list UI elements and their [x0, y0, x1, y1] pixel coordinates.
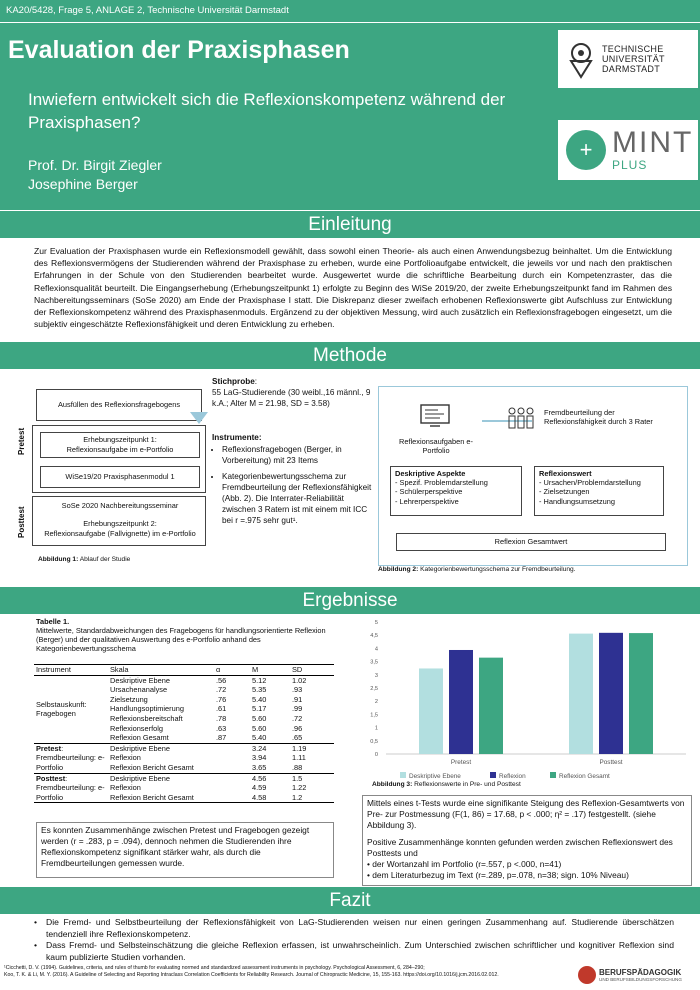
mint-logo-sub: PLUS	[612, 158, 648, 172]
ttest-results: Mittels eines t-Tests wurde eine signifikante Steigung des Reflexion-Gesamtwerts von Pre- zur Postmessung (F(1, 86) = 17.68, p < .000; η² = .17) festgestellt. (siehe Abbildung 3). Positive Zusammenhänge konnten gefunden werden zwischen Reflexionswert des Posttests und • der Wortanzahl im Portfolio (r=.557, p <.000, n=41) • dem Literaturbezug im Text (r=.289, p=.078, n=38; sign. 10% Niveau)	[362, 795, 692, 886]
table-cell: .88	[292, 762, 303, 772]
table-cell: Handlungsoptimierung	[110, 704, 184, 714]
mint-plus-icon: +	[566, 130, 606, 170]
table-cell: 5.12	[252, 675, 267, 685]
table-cell: 5.17	[252, 704, 267, 714]
y-tick-label: 1	[374, 725, 378, 732]
section-title-methode: Methode	[0, 342, 700, 369]
table-cell: Ursachenanalyse	[110, 685, 168, 695]
table-cell: 3.24	[252, 743, 267, 753]
y-tick-label: 2,5	[370, 686, 378, 692]
fazit-point-2: Dass Fremd- und Selbsteinschätzung die gleiche Reflexion erfassen, ist unwahrscheinlich. Zum Unterschied zwischen schriftlicher und kognitiver Reflexion sind kaum publizierte Studien vorhanden.	[46, 940, 674, 962]
divider	[0, 22, 700, 23]
flow-box-ezp1: Erhebungszeitpunkt 1: Reflexionsaufgabe im e-Portfolio	[40, 432, 200, 458]
table-cell: 1.2	[292, 792, 303, 802]
table-cell: Zielsetzung	[110, 694, 148, 704]
table-cell	[214, 783, 250, 793]
table-cell: Deskriptive Ebene	[110, 675, 170, 685]
pretest-label: Pretest	[17, 427, 26, 455]
legend-label: Reflexion Gesamt	[559, 773, 610, 780]
tu-logo-text: TECHNISCHE UNIVERSITÄT DARMSTADT	[602, 44, 665, 74]
table-cell: 1.5	[292, 773, 303, 783]
flow-box-sose: SoSe 2020 Nachbereitungsseminar	[40, 499, 200, 513]
table-cell: 4.59	[252, 783, 267, 793]
berufspaedagogik-logo: BERUFSPÄDAGOGIK UND BERUFSBILDUNGSFORSCHUNG	[578, 966, 682, 984]
section-title-fazit: Fazit	[0, 887, 700, 914]
legend-swatch	[490, 772, 496, 778]
table-cell: Reflexion Bericht Gesamt	[110, 792, 194, 802]
scheme-fremd-label: Fremdbeurteilung der Reflexionsfähigkeit durch 3 Rater	[544, 408, 653, 426]
reflexion-gesamtwert-box: Reflexion Gesamtwert	[396, 533, 666, 551]
page-title: Evaluation der Praxisphasen	[8, 36, 350, 64]
table-cell	[214, 793, 250, 803]
table-cell: Reflexion	[110, 783, 141, 793]
bar-pretest-2	[479, 658, 503, 754]
stichprobe: Stichprobe: 55 LaG-Studierende (30 weibl.,16 männl., 9 k.A.; Alter M = 21.98, SD = 3.58)	[212, 377, 371, 408]
bar-posttest-2	[629, 633, 653, 754]
table-instrument-cell: Posttest: Fremdbeurteilung: e-Portfolio	[36, 773, 105, 802]
legend-swatch	[550, 772, 556, 778]
table-cell: 1.22	[292, 783, 307, 793]
table-cell: 5.40	[252, 733, 267, 743]
table-cell: .61	[216, 704, 227, 714]
table-cell: Reflexionsbereitschaft	[110, 713, 183, 723]
tu-eagle-icon	[566, 39, 596, 79]
table-cell: Reflexion	[110, 753, 141, 763]
bar-pretest-1	[449, 650, 473, 754]
author-2: Josephine Berger	[28, 176, 138, 192]
table-row	[34, 773, 334, 783]
table-cell: 4.58	[252, 792, 267, 802]
y-tick-label: 3,5	[370, 659, 378, 666]
flow-box-ezp2: Erhebungszeitpunkt 2: Reflexionsaufgabe (Fallvignette) im e-Portfolio	[40, 514, 200, 544]
research-question: Inwiefern entwickelt sich die Reflexionskompetenz während der Praxisphasen?	[28, 90, 506, 132]
table-row	[34, 743, 334, 753]
author-1: Prof. Dr. Birgit Ziegler	[28, 157, 162, 173]
figure-1-caption: Abbildung 1: Ablauf der Studie	[38, 556, 131, 563]
table-cell: 5.60	[252, 723, 267, 733]
deskriptive-aspekte-box: Deskriptive Aspekte - Spezif. Problemdarstellung - Schülerperspektive - Lehrerperspektive	[390, 466, 522, 516]
table-cell: .96	[292, 723, 303, 733]
table-cell: .72	[292, 713, 303, 723]
y-tick-label: 1,5	[370, 712, 378, 719]
table-cell: .56	[216, 675, 227, 685]
table-cell: .93	[292, 685, 303, 695]
flow-box-wise: WiSe19/20 Praxisphasenmodul 1	[40, 466, 200, 488]
table-cell: Reflexion Bericht Gesamt	[110, 762, 194, 772]
instrumente: Instrumente: • Reflexionsfragebogen (Berger, in Vorbereitung) mit 23 Items • Kategorienbewertungsschema zur Fremdbeurteilung der Reflexionsfähigkeit (Abb. 2). Die Interrater-Reliabilität zwischen 3 Ratern ist mit einem mit ICC bei r =.975 sehr gut¹.	[212, 432, 372, 526]
results-table: Instrument Skala α M SD Selbstauskunft: Fragebogen Deskriptive Ebene .56 5.12 1.02 Ursachenanalyse .72 5.35 .93 Zielsetzung .76 5.40 .91 Handlungsoptimierung .61 5.17 .99 Reflexionsbereitschaft .78 5.60 .72 Reflexionserfolg .63 5.60 .96 Reflexion Gesamt .87 5.40 .65 Pretest: Fremdbeurteilung: e-Portfolio Deskriptive Ebene 3.24 1.19 Reflexion 3.94 1.11 Reflexion Bericht Gesamt 3.65 .88 Posttest: Fremdbeurteilung: e-Portfolio Deskriptive Ebene 4.56 1.5 Reflexion 4.59 1.22 Reflexion Bericht Gesamt 4.58 1.2	[34, 664, 334, 803]
table-instrument-cell: Pretest: Fremdbeurteilung: e-Portfolio	[36, 743, 105, 772]
table-cell: 5.40	[252, 694, 267, 704]
table-1-caption: Tabelle 1. Mittelwerte, Standardabweichungen des Fragebogens für handlungsorientierte Reflexion (Berger) und der qualitativen Auswertung des e-Portfolio anhand des Kategorienbewertungsschema	[36, 617, 326, 653]
x-tick-label: Pretest	[450, 759, 472, 766]
y-tick-label: 5	[374, 620, 378, 626]
table-row	[34, 675, 334, 685]
table-cell: .65	[292, 733, 303, 743]
fazit-list: • Die Fremd- und Selbstbeurteilung der Reflexionsfähigkeit von LaG-Studierenden weisen nur einen geringen Zusammenhang auf. Studierende überschätzen tendenziell ihre Reflexionskompetenz. • Dass Fremd- und Selbsteinschätzung die gleiche Reflexion erfassen, ist unwahrscheinlich. Zum Unterschied zwischen schriftlicher und kognitiver Reflexion sind kaum publizierte Studien vorhanden.	[34, 917, 674, 962]
tu-darmstadt-logo	[558, 30, 698, 88]
table-cell: .78	[216, 713, 227, 723]
table-cell: Reflexionserfolg	[110, 723, 163, 733]
bar-posttest-1	[599, 633, 623, 754]
mint-plus-logo	[558, 120, 698, 180]
y-tick-label: 3	[374, 672, 378, 679]
bar-chart	[346, 614, 692, 784]
table-cell: .87	[216, 733, 227, 743]
flow-box-fragebogen: Ausfüllen des Reflexionsfragebogens	[36, 389, 202, 421]
figure-3-caption: Abbildung 3: Reflexionswerte in Pre- und Posttest	[372, 781, 521, 788]
table-cell	[214, 763, 250, 773]
legend-label: Reflexion	[499, 773, 526, 780]
table-cell: Deskriptive Ebene	[110, 773, 170, 783]
correlation-text: Es konnten Zusammenhänge zwischen Pretest und Fragebogen gezeigt werden (r = .283, p = .094), dennoch nehmen die Studierenden ihre Reflexionskompetenz signifikant stärker wahr, als durch die Fremdbeurteilungen gemessen wurde.	[36, 822, 334, 878]
table-cell: .76	[216, 694, 227, 704]
table-cell: 1.19	[292, 743, 307, 753]
mint-logo-text: MINT	[612, 126, 694, 159]
authors	[28, 156, 162, 194]
table-cell	[214, 743, 250, 753]
table-cell	[214, 773, 250, 783]
table-cell: 5.35	[252, 685, 267, 695]
fazit-point-1: Die Fremd- und Selbstbeurteilung der Reflexionsfähigkeit von LaG-Studierenden weisen nur einen geringen Zusammenhang auf. Studierende überschätzen tendenziell ihre Reflexionskompetenz.	[46, 917, 674, 939]
reflexionswert-box: Reflexionswert - Ursachen/Problemdarstellung - Zielsetzungen - Handlungsumsetzung	[534, 466, 664, 516]
table-instrument-cell: Selbstauskunft: Fragebogen	[36, 699, 87, 719]
table-cell: .72	[216, 685, 227, 695]
header-topline: KA20/5428, Frage 5, ANLAGE 2, Technische Universität Darmstadt	[6, 5, 289, 16]
scheme-portfolio-label: Reflexionsaufgaben e-Portfolio	[399, 437, 473, 455]
table-cell: Deskriptive Ebene	[110, 743, 170, 753]
computer-portfolio-icon	[420, 404, 450, 428]
legend-swatch	[400, 772, 406, 778]
table-cell: Reflexion Gesamt	[110, 733, 169, 743]
y-tick-label: 4,5	[370, 633, 378, 640]
section-title-ergebnisse: Ergebnisse	[0, 587, 700, 614]
down-arrow-icon	[190, 412, 208, 424]
table-cell	[214, 753, 250, 763]
table-cell: 4.56	[252, 773, 267, 783]
y-tick-label: 0	[374, 752, 378, 758]
table-cell: 5.60	[252, 713, 267, 723]
einleitung-text: Zur Evaluation der Praxisphasen wurde ein Reflexionsmodell gewählt, dass sowohl einen Theorie- als auch einen Anwendungsbezug beinhaltet. Um die Entwicklung des Reflexionsvermögens der Studierenden während der Praxisphase zu erheben, wurde eine Portfolioaufgabe entwickelt, die jeweils vor und nach den praktischen Erfahrungen in der Schule von den Studierenden bearbeitet wurde. Ausgewertet wurde die schriftliche Bearbeitung durch ein Kompetenzraster, das die Reflexionsqualität beurteilt. Die Eingangserhebung (Erhebungszeitpunkt 1) erfolgte zu Beginn des WiSe 2019/20, der zweite Erhebungszeitpunkt fand im Rahmen des Nachbereitungsseminars (SoSe 2020) am Ende der Praxisphase I statt. Die Diskrepanz dieser zweifach erhobenen Reflexionswerte gibt Aufschluss zur Entwicklung der Reflexionskompetenz während des Praxisphasenmoduls. Ergänzend zu der objektiven Messung, wird auch zusätzlich ein Reflexionsfragebogen eingesetzt, um die subjektiv eingeschätzte Reflexionsfähigkeit und deren Entwicklung zu erheben.	[34, 246, 672, 330]
y-tick-label: 2	[374, 699, 378, 706]
table-cell: 1.11	[292, 753, 306, 763]
table-cell: 3.94	[252, 753, 267, 763]
references: ¹Cicchetti, D. V. (1994). Guidelines, criteria, and rules of thumb for evaluating normed and standardized assessment instruments in psychology. Psychological Assessment, 6, 284–290; Koo, T. K. & Li, M. Y. (2016). A Guideline of Selecting and Reporting Intraclass Correlation Coefficients for Reliability Research. Journal of Chiropractic Medicine, 15, 155-163. https://doi.org/10.1016/j.jcm.2016.02.012.	[4, 965, 499, 979]
table-cell: .91	[292, 694, 303, 704]
posttest-label: Posttest	[17, 506, 26, 538]
legend-label: Deskriptive Ebene	[409, 773, 461, 780]
bp-logo-icon	[578, 966, 596, 984]
table-cell: .99	[292, 704, 303, 714]
bar-posttest-0	[569, 634, 593, 754]
raters-group-icon	[506, 406, 536, 432]
section-title-einleitung: Einleitung	[0, 211, 700, 238]
y-tick-label: 4	[374, 646, 378, 653]
table-cell: 3.65	[252, 762, 267, 772]
y-tick-label: 0,5	[370, 738, 378, 745]
table-cell: .63	[216, 723, 227, 733]
x-tick-label: Posttest	[599, 759, 623, 766]
figure-2-caption: Abbildung 2: Kategorienbewertungsschema zur Fremdbeurteilung.	[378, 566, 576, 573]
table-cell: 1.02	[292, 675, 307, 685]
bar-pretest-0	[419, 668, 443, 754]
